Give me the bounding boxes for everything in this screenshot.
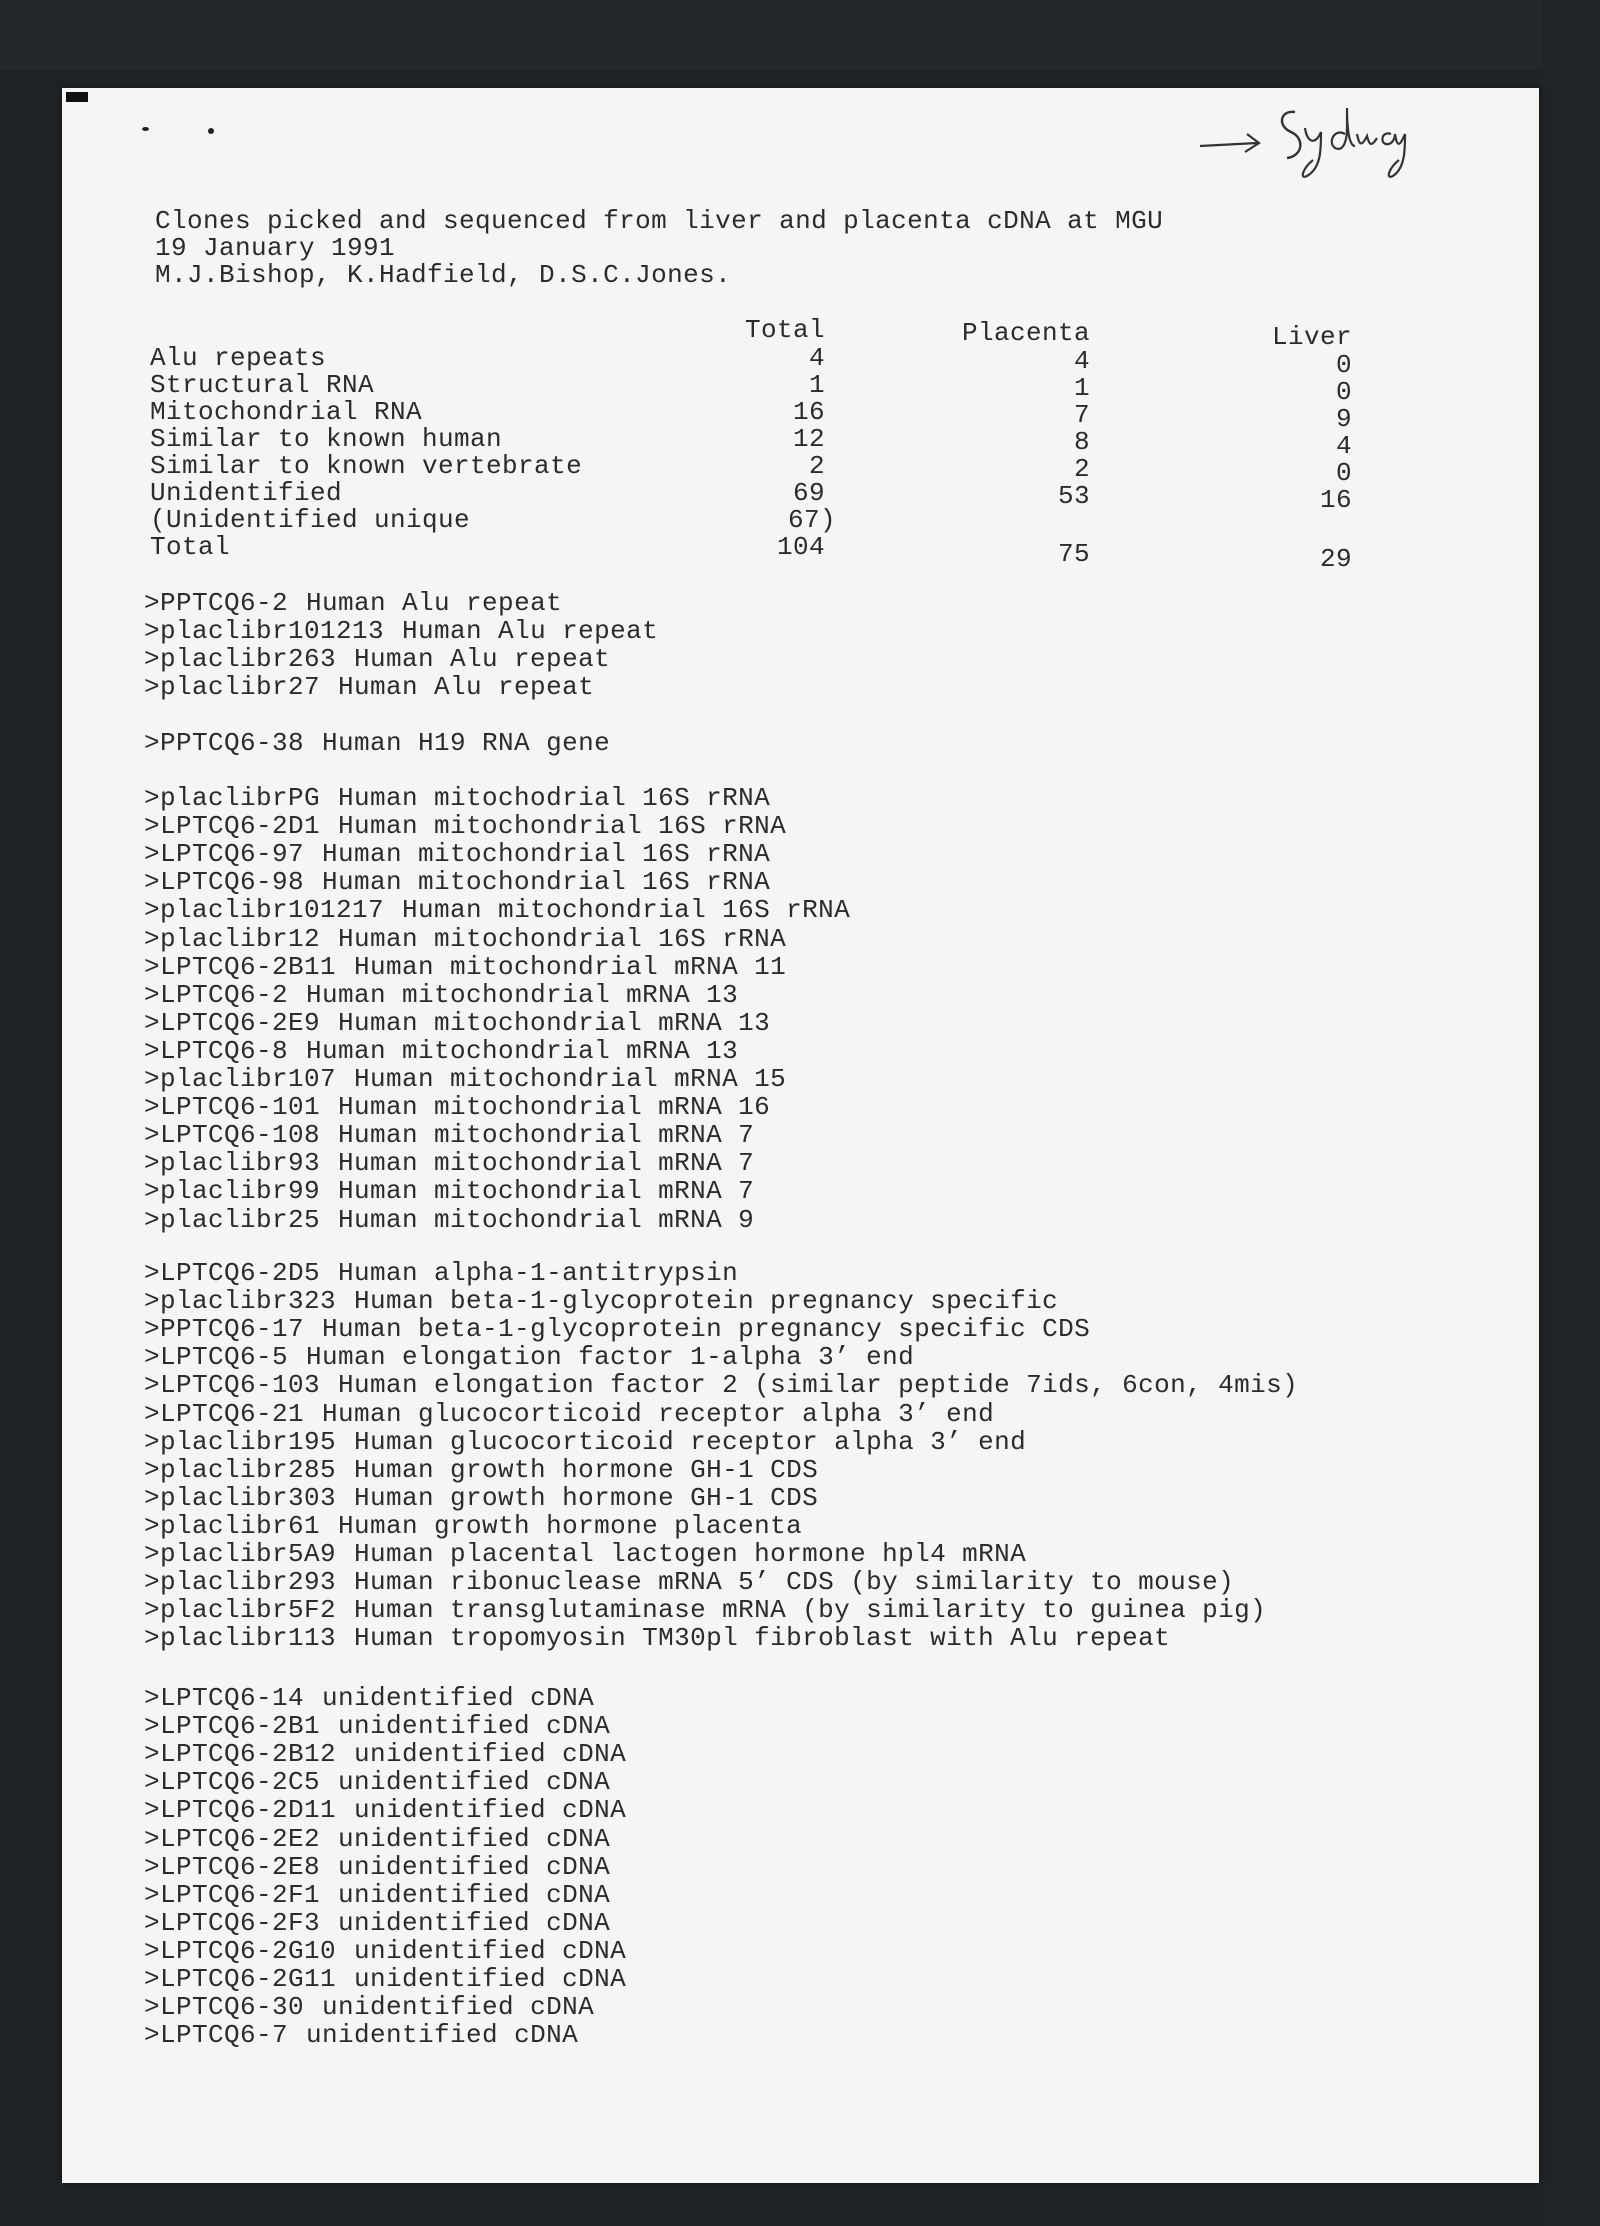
clone-id: >LPTCQ6-2C5 [144,1767,321,1798]
clone-entry [144,1908,610,1938]
clone-description: unidentified cDNA [322,1683,595,1713]
clone-id: >LPTCQ6-2B11 [144,951,337,982]
clone-id: >placlibr25 [144,1204,321,1235]
clone-id: >placlibr61 [144,1510,321,1541]
clone-description: Human mitochondrial mRNA 16 [338,1092,771,1123]
table-row-label: Unidentified [150,478,343,508]
clone-id: >LPTCQ6-2E8 [144,1851,321,1882]
clone-id: >PPTCQ6-2 [144,588,289,618]
table-cell-total: 2 [808,451,825,481]
clone-entry [144,867,770,897]
clone-entry [144,1767,610,1797]
clone-id: >LPTCQ6-2F3 [144,1907,321,1938]
clone-entry [144,644,610,674]
clone-description: Human Alu repeat [354,644,611,675]
clone-entry [144,924,786,954]
clone-description: unidentified cDNA [338,1907,611,1938]
table-cell-placenta: 2 [1073,454,1090,484]
clone-entry [144,1314,1090,1344]
clone-id: >placlibr263 [144,644,337,675]
table-row-label: Alu repeats [150,343,327,373]
clone-description: Human mitochondrial 16S rRNA [338,923,787,954]
clone-entry [144,1711,610,1741]
clone-entry [144,1992,594,2022]
clone-entry [144,1483,818,1513]
clone-description: Human mitochondrial mRNA 7 [338,1120,755,1151]
clone-entry [144,1064,786,1094]
table-cell-total: 69 [792,478,825,508]
clone-entry [144,2020,578,2050]
table-cell-placenta: 4 [1073,346,1090,376]
clone-description: Human Alu repeat [402,616,659,647]
clone-entry [144,1176,754,1206]
clone-entry [144,1342,914,1372]
table-cell-liver: 29 [1319,544,1352,574]
table-cell-total: 16 [792,397,825,427]
table-cell-liver: 0 [1335,458,1352,488]
table-row-label: (Unidentified unique [150,505,471,535]
clone-description: Human mitochondrial 16S rRNA [338,811,787,842]
clone-id: >placlibr107 [144,1064,337,1094]
clone-description: Human beta-1-glycoprotein pregnancy specific [354,1286,1059,1317]
clone-id: >LPTCQ6-2E9 [144,1007,321,1038]
clone-id: >placlibr27 [144,672,321,703]
clone-id: >LPTCQ6-98 [144,867,305,898]
table-row-label: Total [150,532,231,562]
clone-description: unidentified cDNA [338,1823,611,1854]
column-header-total: Total [744,315,825,345]
clone-description: Human growth hormone placenta [338,1510,803,1541]
clone-id: >placlibr323 [144,1286,337,1317]
clone-description: Human mitochondrial mRNA 9 [338,1204,755,1235]
table-cell-placenta: 75 [1057,539,1090,569]
clone-description: Human growth hormone GH-1 CDS [354,1454,819,1485]
clone-description: Human transglutaminase mRNA (by similarity to guinea pig) [354,1595,1267,1626]
clone-description: unidentified cDNA [338,1879,611,1910]
clone-description: Human glucocorticoid receptor alpha 3’ end [354,1426,1027,1457]
clone-id: >LPTCQ6-2G11 [144,1964,337,1994]
clone-description: unidentified cDNA [338,1767,611,1798]
clone-description: unidentified cDNA [338,1851,611,1882]
table-cell-total: 67) [787,505,836,535]
clone-id: >LPTCQ6-2B12 [144,1739,337,1770]
clone-description: Human ribonuclease mRNA 5’ CDS (by similarity to mouse) [354,1567,1235,1598]
clone-description: unidentified cDNA [306,2020,579,2051]
clone-entry [144,811,786,841]
column-header-placenta: Placenta [961,318,1090,348]
clone-description: unidentified cDNA [354,1935,627,1966]
clone-id: >LPTCQ6-14 [144,1683,305,1713]
clone-description: Human mitochondrial mRNA 7 [338,1148,755,1179]
column-header-liver: Liver [1271,322,1352,352]
table-row-label: Structural RNA [150,370,375,400]
clone-id: >LPTCQ6-2E2 [144,1823,321,1854]
table-cell-placenta: 53 [1057,481,1090,511]
clone-description: Human H19 RNA gene [322,728,611,758]
clone-description: Human beta-1-glycoprotein pregnancy specific CDS [322,1314,1091,1345]
clone-description: Human tropomyosin TM30pl fibroblast with Alu repeat [354,1623,1171,1654]
clone-id: >placlibr5F2 [144,1595,337,1626]
clone-entry [144,839,770,869]
clone-id: >placlibrPG [144,783,321,813]
table-cell-total: 4 [808,343,825,373]
clone-id: >LPTCQ6-2 [144,979,289,1010]
clone-entry [144,1258,738,1288]
table-row-label: Mitochondrial RNA [150,397,423,427]
clone-entry [144,1286,1058,1316]
clone-id: >LPTCQ6-108 [144,1120,321,1151]
clone-id: >placlibr113 [144,1623,337,1654]
clone-description: unidentified cDNA [338,1711,611,1742]
clone-entry [144,672,594,702]
clone-id: >placlibr285 [144,1454,337,1485]
clone-id: >placlibr93 [144,1148,321,1179]
clone-entry [144,1205,754,1235]
handwritten-note-sydney [1195,98,1415,193]
scanner-background-top [0,0,1600,70]
table-row-label: Similar to known human [150,424,503,454]
clone-entry [144,1936,626,1966]
clone-entry [144,1370,1298,1400]
speck-mark [208,128,214,134]
clone-entry [144,1148,754,1178]
clone-entry [144,1595,1266,1625]
clone-description: Human placental lactogen hormone hpl4 mRNA [354,1539,1027,1569]
clone-id: >placlibr293 [144,1567,337,1598]
clone-id: >placlibr101217 [144,895,385,926]
clone-id: >placlibr12 [144,923,321,954]
document-authors: M.J.Bishop, K.Hadfield, D.S.C.Jones. [155,260,732,290]
table-cell-liver: 0 [1335,377,1352,407]
clone-entry [144,1824,610,1854]
clone-entry [144,1539,1026,1569]
clone-entry [144,1880,610,1910]
table-cell-total: 104 [776,532,825,562]
clone-id: >LPTCQ6-30 [144,1992,305,2023]
clone-entry [144,1964,626,1994]
clone-description: unidentified cDNA [354,1739,627,1770]
table-cell-liver: 0 [1335,350,1352,380]
clone-description: Human Alu repeat [306,588,563,618]
document-date: 19 January 1991 [155,233,396,263]
clone-id: >LPTCQ6-2D1 [144,811,321,842]
clone-entry [144,980,738,1010]
clone-id: >LPTCQ6-2G10 [144,1935,337,1966]
clone-id: >PPTCQ6-38 [144,728,305,758]
clone-entry [144,1683,594,1713]
clone-id: >placlibr99 [144,1176,321,1207]
clone-entry [144,728,610,758]
clone-id: >LPTCQ6-7 [144,2020,289,2051]
clone-id: >placlibr303 [144,1482,337,1513]
table-cell-placenta: 7 [1073,400,1090,430]
clone-entry [144,1120,754,1150]
clone-description: Human growth hormone GH-1 CDS [354,1482,819,1513]
clone-id: >LPTCQ6-2F1 [144,1879,321,1910]
clone-description: Human mitochondrial 16S rRNA [322,839,771,870]
clone-id: >LPTCQ6-21 [144,1398,305,1429]
clone-description: unidentified cDNA [322,1992,595,2023]
clone-description: unidentified cDNA [354,1795,627,1826]
clone-description: Human alpha-1-antitrypsin [338,1258,739,1288]
clone-description: Human mitochondrial mRNA 11 [354,951,787,982]
clone-description: unidentified cDNA [354,1964,627,1994]
clone-description: Human mitochondrial mRNA 13 [306,1035,739,1066]
clone-id: >LPTCQ6-5 [144,1342,289,1373]
clone-entry [144,1567,1234,1597]
clone-description: Human mitochondrial mRNA 7 [338,1176,755,1207]
clone-entry [144,1399,994,1429]
clone-description: Human mitochondrial 16S rRNA [322,867,771,898]
clone-entry [144,1852,610,1882]
scanner-background-right [1542,0,1600,2226]
page-corner-mark [66,92,88,102]
table-cell-liver: 16 [1319,485,1352,515]
clone-description: Human elongation factor 1-alpha 3’ end [306,1342,915,1373]
clone-id: >LPTCQ6-2D5 [144,1258,321,1288]
clone-entry [144,952,786,982]
clone-description: Human mitochondrial mRNA 13 [306,979,739,1010]
clone-id: >LPTCQ6-101 [144,1092,321,1123]
clone-entry [144,1623,1170,1653]
table-cell-liver: 4 [1335,431,1352,461]
table-row-label: Similar to known vertebrate [150,451,583,481]
clone-description: Human elongation factor 2 (similar peptide 7ids, 6con, 4mis) [338,1370,1299,1401]
clone-entry [144,1511,802,1541]
clone-id: >placlibr101213 [144,616,385,647]
clone-entry [144,1455,818,1485]
clone-entry [144,616,658,646]
document-title: Clones picked and sequenced from liver and placenta cDNA at MGU [155,206,1164,236]
clone-entry [144,588,562,618]
clone-id: >LPTCQ6-2D11 [144,1795,337,1826]
table-cell-liver: 9 [1335,404,1352,434]
clone-description: Human mitochondrial mRNA 13 [338,1007,771,1038]
clone-entry [144,1795,626,1825]
clone-id: >LPTCQ6-2B1 [144,1711,321,1742]
table-cell-total: 1 [808,370,825,400]
clone-entry [144,1036,738,1066]
clone-description: Human glucocorticoid receptor alpha 3’ end [322,1398,995,1429]
clone-entry [144,1092,770,1122]
clone-entry [144,1008,770,1038]
clone-id: >LPTCQ6-103 [144,1370,321,1401]
clone-entry [144,1739,626,1769]
clone-id: >PPTCQ6-17 [144,1314,305,1345]
clone-description: Human mitochondrial mRNA 15 [354,1064,787,1094]
clone-entry [144,895,850,925]
clone-entry [144,783,770,813]
table-cell-total: 12 [792,424,825,454]
clone-id: >LPTCQ6-97 [144,839,305,870]
table-cell-placenta: 1 [1073,373,1090,403]
clone-description: Human mitochodrial 16S rRNA [338,783,771,813]
clone-entry [144,1427,1026,1457]
speck-mark [142,127,149,131]
clone-description: Human mitochondrial 16S rRNA [402,895,851,926]
clone-id: >LPTCQ6-8 [144,1035,289,1066]
table-cell-placenta: 8 [1073,427,1090,457]
clone-id: >placlibr5A9 [144,1539,337,1569]
clone-description: Human Alu repeat [338,672,595,703]
clone-id: >placlibr195 [144,1426,337,1457]
